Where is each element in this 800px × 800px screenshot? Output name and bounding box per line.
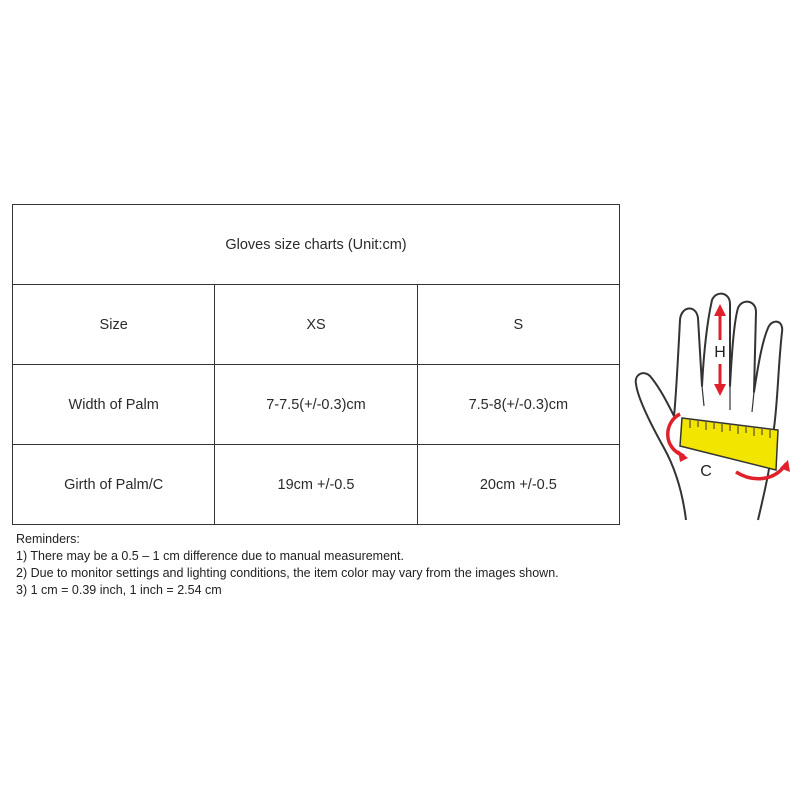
header-size: Size	[13, 285, 215, 365]
cell-width-s: 7.5-8(+/-0.3)cm	[417, 365, 619, 445]
table-row	[13, 365, 620, 445]
row-label-girth: Girth of Palm/C	[13, 445, 215, 525]
table-header-row	[13, 285, 620, 365]
reminders-notes	[16, 531, 559, 599]
cell-girth-s: 20cm +/-0.5	[417, 445, 619, 525]
reminder-item: 2) Due to monitor settings and lighting conditions, the item color may vary from the images shown.	[16, 566, 559, 580]
table-row	[13, 445, 620, 525]
reminder-item: 3) 1 cm = 0.39 inch, 1 inch = 2.54 cm	[16, 583, 222, 597]
header-s: S	[417, 285, 619, 365]
height-label: H	[714, 344, 726, 361]
hand-measurement-diagram	[628, 288, 794, 528]
cell-width-xs: 7-7.5(+/-0.3)cm	[215, 365, 417, 445]
table-title: Gloves size charts (Unit:cm)	[13, 205, 620, 285]
header-xs: XS	[215, 285, 417, 365]
cell-girth-xs: 19cm +/-0.5	[215, 445, 417, 525]
reminders-heading: Reminders:	[16, 532, 80, 546]
size-chart-table	[12, 204, 620, 525]
circumference-label: C	[700, 463, 712, 480]
reminder-item: 1) There may be a 0.5 – 1 cm difference due to manual measurement.	[16, 549, 404, 563]
row-label-width: Width of Palm	[13, 365, 215, 445]
hand-outline-icon	[636, 294, 782, 520]
table-title-row	[13, 205, 620, 285]
